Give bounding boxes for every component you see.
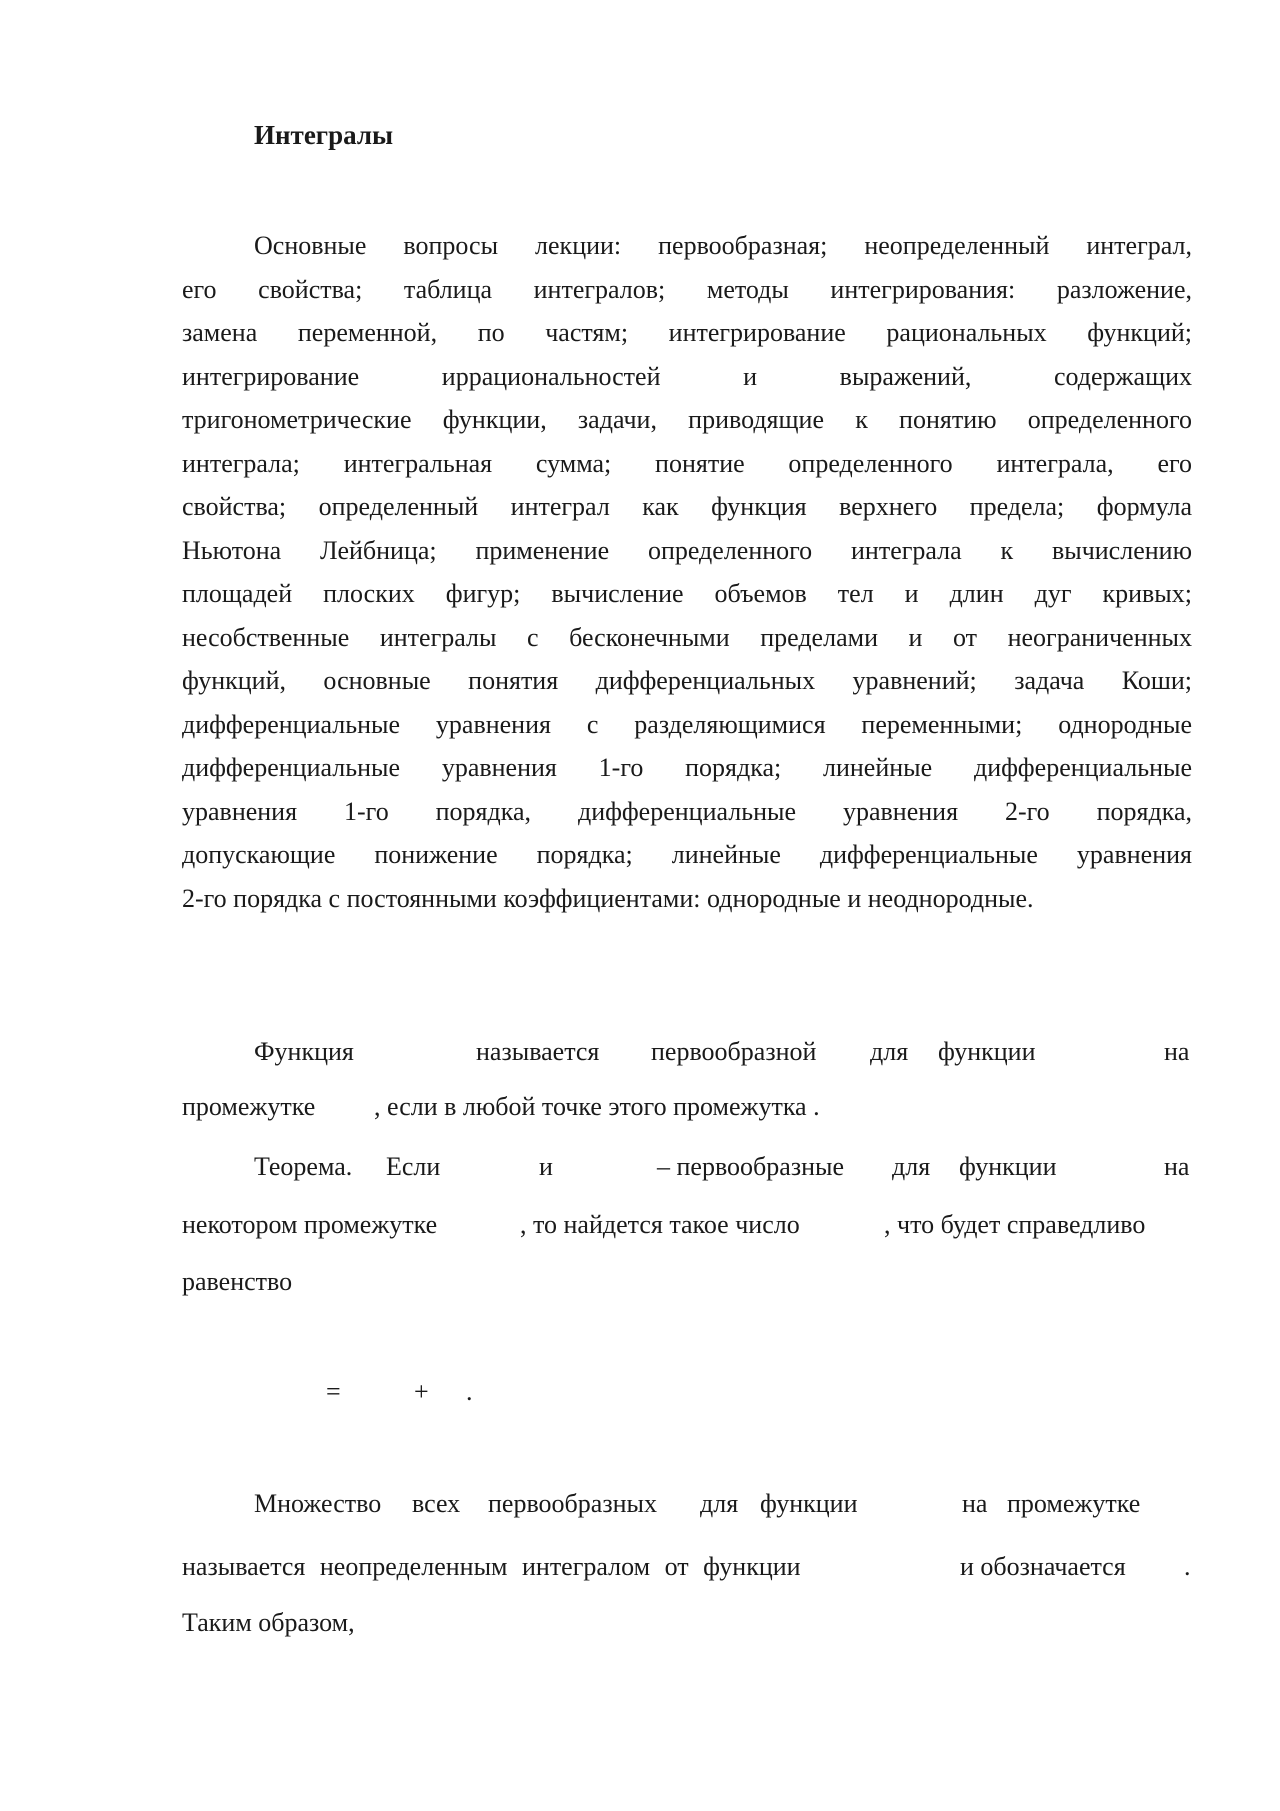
set-def-word: Таким образом,	[182, 1608, 355, 1637]
set-def-word: функции	[760, 1489, 858, 1518]
definition-word: первообразной	[651, 1037, 817, 1066]
definition-word: функции	[938, 1037, 1036, 1066]
set-def-word: и обозначается	[960, 1552, 1126, 1581]
theorem-word: равенство	[182, 1267, 293, 1296]
theorem-word: Если	[386, 1152, 441, 1181]
period: .	[466, 1377, 473, 1406]
intro-line: интеграла; интегральная сумма; понятие определенного интеграла, его	[182, 448, 1192, 478]
theorem-word: функции	[959, 1152, 1057, 1181]
definition-word: на	[1164, 1037, 1190, 1066]
intro-line: Ньютона Лейбница; применение определенного интеграла к вычислению	[182, 535, 1192, 565]
intro-line: несобственные интегралы с бесконечными пределами и от неограниченных	[182, 622, 1192, 652]
intro-line: свойства; определенный интеграл как функция верхнего предела; формула	[182, 492, 1192, 521]
theorem-word: Теорема.	[254, 1152, 353, 1181]
set-def-word: всех	[412, 1489, 461, 1518]
definition-word: Функция	[254, 1037, 354, 1066]
intro-line: уравнения 1-го порядка, дифференциальные уравнения 2-го порядка,	[182, 796, 1192, 826]
intro-line: Основные вопросы лекции: первообразная; неопределенный интеграл,	[254, 231, 1192, 260]
intro-line: допускающие понижение порядка; линейные дифференциальные уравнения	[182, 840, 1192, 869]
theorem-word: , то найдется такое число	[520, 1210, 800, 1239]
definition-word: называется	[476, 1037, 600, 1066]
set-def-word: Множество	[254, 1489, 382, 1518]
theorem-word: , что будет справедливо	[884, 1210, 1146, 1239]
intro-line: дифференциальные уравнения 1-го порядка; линейные дифференциальные	[182, 753, 1192, 782]
theorem-word: для	[892, 1152, 931, 1181]
definition-word: , если в любой точке этого промежутка .	[374, 1092, 820, 1121]
intro-line: интегрирование иррациональностей и выражений, содержащих	[182, 361, 1192, 391]
theorem-word: некотором промежутке	[182, 1210, 438, 1239]
set-def-word: для	[700, 1489, 739, 1518]
intro-line: 2-го порядка с постоянными коэффициентами: однородные и неоднородные.	[182, 883, 1034, 913]
theorem-word: – первообразные	[657, 1152, 845, 1181]
set-def-word: на	[962, 1489, 988, 1518]
set-def-word: первообразных	[488, 1489, 657, 1518]
definition-word: для	[870, 1037, 909, 1066]
intro-line: площадей плоских фигур; вычисление объемов тел и длин дуг кривых;	[182, 579, 1192, 608]
equals-sign: =	[326, 1377, 341, 1406]
theorem-word: и	[539, 1152, 553, 1181]
intro-line: тригонометрические функции, задачи, приводящие к понятию определенного	[182, 405, 1192, 434]
set-def-word: .	[1184, 1552, 1191, 1581]
theorem-word: на	[1164, 1152, 1190, 1181]
intro-line: дифференциальные уравнения с разделяющимися переменными; однородные	[182, 709, 1192, 739]
intro-paragraph	[182, 224, 1192, 920]
set-def-word: называется неопределенным интегралом от функции	[182, 1552, 801, 1581]
plus-sign: +	[414, 1377, 429, 1406]
intro-line: функций, основные понятия дифференциальных уравнений; задача Коши;	[182, 666, 1192, 695]
page-title: Интегралы	[254, 120, 394, 150]
definition-word: промежутке	[182, 1092, 316, 1121]
intro-line: его свойства; таблица интегралов; методы интегрирования: разложение,	[182, 274, 1192, 304]
intro-line: замена переменной, по частям; интегрирование рациональных функций;	[182, 318, 1192, 347]
set-def-word: промежутке	[1007, 1489, 1141, 1518]
